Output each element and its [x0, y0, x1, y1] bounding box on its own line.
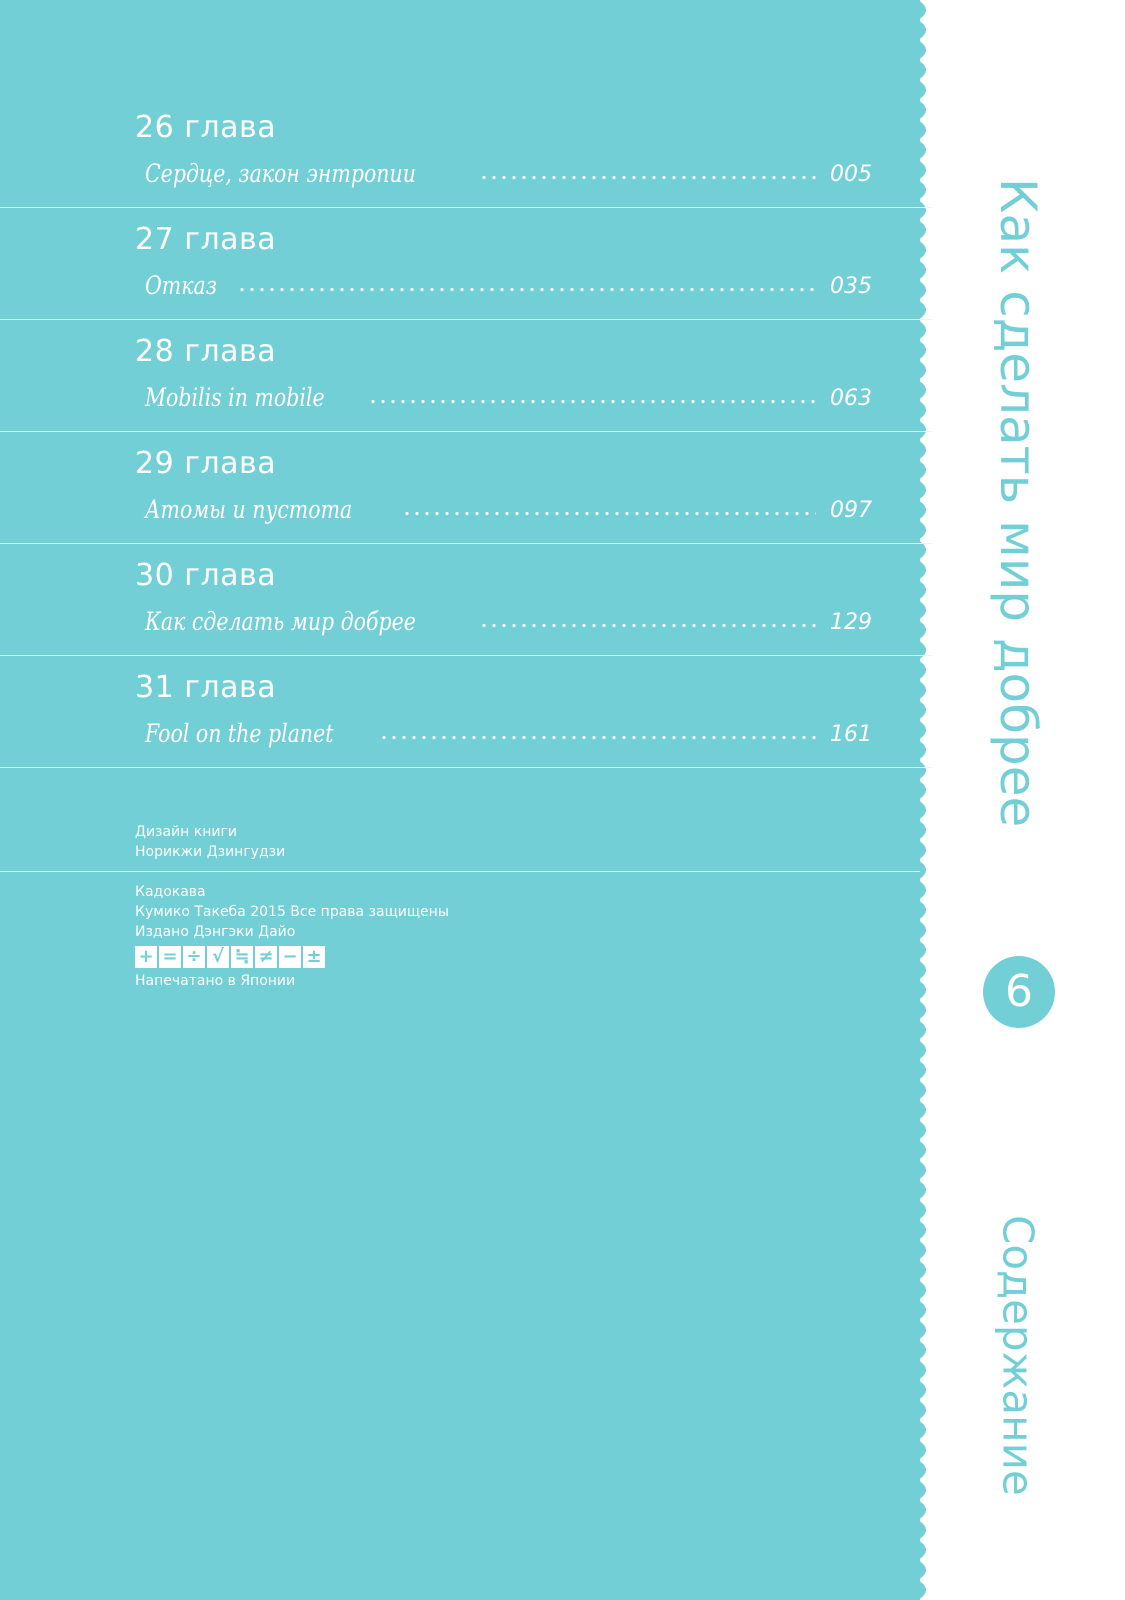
contents-label: Содержание — [993, 1215, 1043, 1496]
chapter-title-row — [145, 150, 872, 186]
dot-leader — [379, 735, 816, 740]
toc-entry — [0, 320, 932, 432]
chapter-title-row — [145, 262, 872, 298]
logo-symbol-box: + — [135, 946, 157, 968]
imprint-logo — [135, 946, 920, 968]
designer-name: Норикжи Дзингудзи — [135, 844, 286, 860]
chapter-label: 26 глава — [135, 110, 277, 145]
chapter-title-row — [145, 486, 872, 522]
chapter-title: Отказ — [145, 271, 217, 300]
logo-symbol-box: ÷ — [183, 946, 205, 968]
dot-leader — [402, 511, 816, 516]
chapter-label: 30 глава — [135, 558, 277, 593]
publisher-name: Кадокава — [135, 884, 206, 900]
logo-symbol-box: ≒ — [231, 946, 253, 968]
volume-badge: 6 — [983, 956, 1055, 1028]
copyright-line: Кумико Такеба 2015 Все права защищены — [135, 904, 449, 920]
logo-symbol-box: − — [279, 946, 301, 968]
credits-block — [135, 822, 920, 991]
toc-entry — [0, 544, 932, 656]
page-number: 161 — [830, 722, 872, 747]
page-number: 035 — [830, 274, 872, 299]
dot-leader — [237, 287, 816, 292]
page-number: 063 — [830, 386, 872, 411]
logo-symbol-box: √ — [207, 946, 229, 968]
chapter-title-row — [145, 598, 872, 634]
toc-entry — [0, 96, 932, 208]
chapter-label: 31 глава — [135, 670, 277, 705]
page-number: 097 — [830, 498, 872, 523]
chapter-label: 29 глава — [135, 446, 277, 481]
printed-line: Напечатано в Японии — [135, 973, 296, 989]
chapter-label: 28 глава — [135, 334, 277, 369]
chapter-title: Сердце, закон энтропии — [145, 159, 416, 188]
chapter-label: 27 глава — [135, 222, 277, 257]
chapter-title: Fool on the planet — [145, 719, 334, 748]
toc-entry — [0, 432, 932, 544]
toc-entry — [0, 656, 932, 768]
chapter-title: Атомы и пустота — [145, 495, 353, 524]
logo-symbol-box: ≠ — [255, 946, 277, 968]
series-title: Как сделать мир добрее — [989, 178, 1047, 828]
logo-symbol-box: ± — [303, 946, 325, 968]
credits-divider — [0, 871, 920, 872]
chapter-title-row — [145, 710, 872, 746]
toc-entry — [0, 208, 932, 320]
dot-leader — [368, 399, 816, 404]
page-number: 005 — [830, 162, 872, 187]
dot-leader — [479, 175, 816, 180]
chapter-title-row — [145, 374, 872, 410]
page-number: 129 — [830, 610, 872, 635]
chapter-title: Mobilis in mobile — [145, 383, 325, 412]
chapter-title: Как сделать мир добрее — [145, 607, 416, 636]
logo-symbol-box: = — [159, 946, 181, 968]
design-label: Дизайн книги — [135, 824, 237, 840]
dot-leader — [479, 623, 816, 628]
imprint-line: Издано Дэнгэки Дайо — [135, 924, 296, 940]
